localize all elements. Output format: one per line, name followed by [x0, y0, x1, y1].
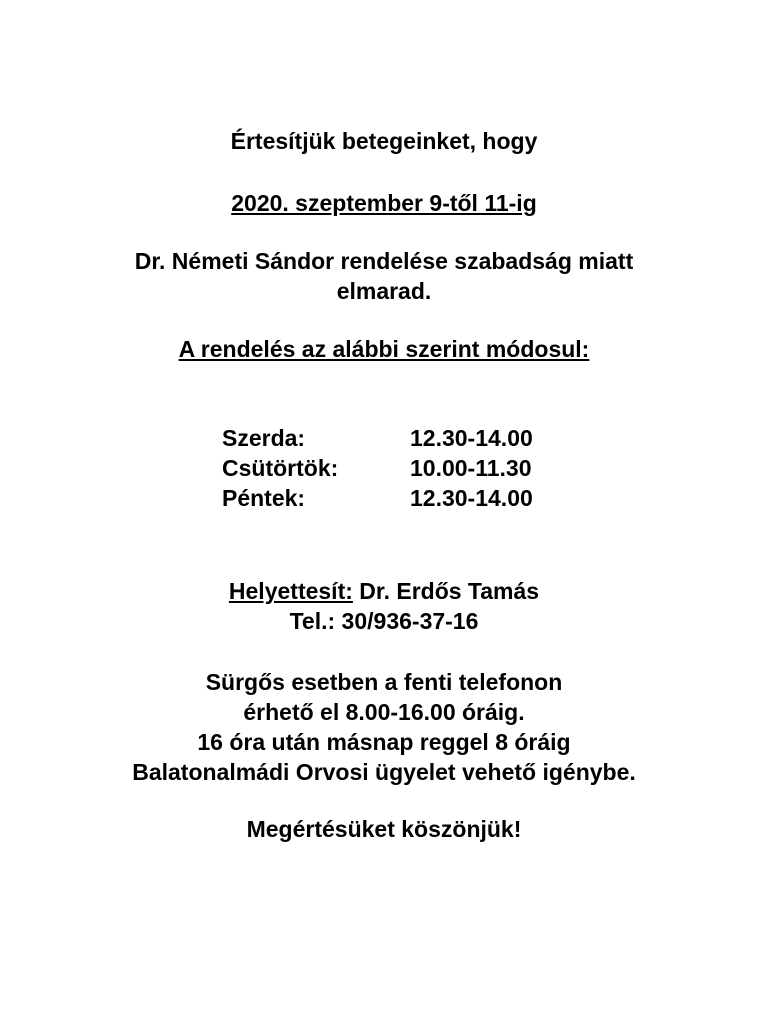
schedule-row-friday: [222, 483, 768, 513]
cancellation-paragraph: [0, 246, 768, 306]
schedule-day-label: Csütörtök:: [222, 455, 339, 481]
intro-line: Értesítjük betegeinket, hogy: [230, 128, 538, 154]
substitute-label: Helyettesít:: [228, 578, 353, 604]
schedule-row-wednesday: [222, 423, 768, 453]
schedule-time-value: 12.30-14.00: [410, 485, 533, 511]
schedule-row-thursday: [222, 453, 768, 483]
urgent-info-paragraph: [0, 667, 768, 787]
schedule-time-value: 10.00-11.30: [410, 455, 532, 481]
schedule-heading: A rendelés az alábbi szerint módosul:: [178, 336, 590, 362]
date-range-heading: 2020. szeptember 9-től 11-ig: [231, 190, 537, 216]
substitute-block: [0, 576, 768, 636]
schedule-table: [222, 423, 768, 513]
schedule-day-label: Szerda:: [222, 425, 306, 451]
substitute-name: Dr. Erdős Tamás: [352, 578, 540, 604]
schedule-time-value: 12.30-14.00: [410, 425, 533, 451]
cancellation-line-1: Dr. Németi Sándor rendelése szabadság miatt: [134, 248, 634, 274]
urgent-line-2: érhető el 8.00-16.00 óráig.: [243, 699, 525, 725]
cancellation-line-2: elmarad.: [336, 278, 432, 304]
closing-line: Megértésüket köszönjük!: [246, 816, 522, 842]
urgent-line-3: 16 óra után másnap reggel 8 óráig: [197, 729, 571, 755]
urgent-line-4: Balatonalmádi Orvosi ügyelet vehető igénybe.: [132, 759, 636, 785]
substitute-line: [0, 576, 768, 606]
schedule-day-label: Péntek:: [222, 485, 306, 511]
substitute-phone: Tel.: 30/936-37-16: [289, 608, 479, 634]
urgent-line-1: Sürgős esetben a fenti telefonon: [205, 669, 563, 695]
